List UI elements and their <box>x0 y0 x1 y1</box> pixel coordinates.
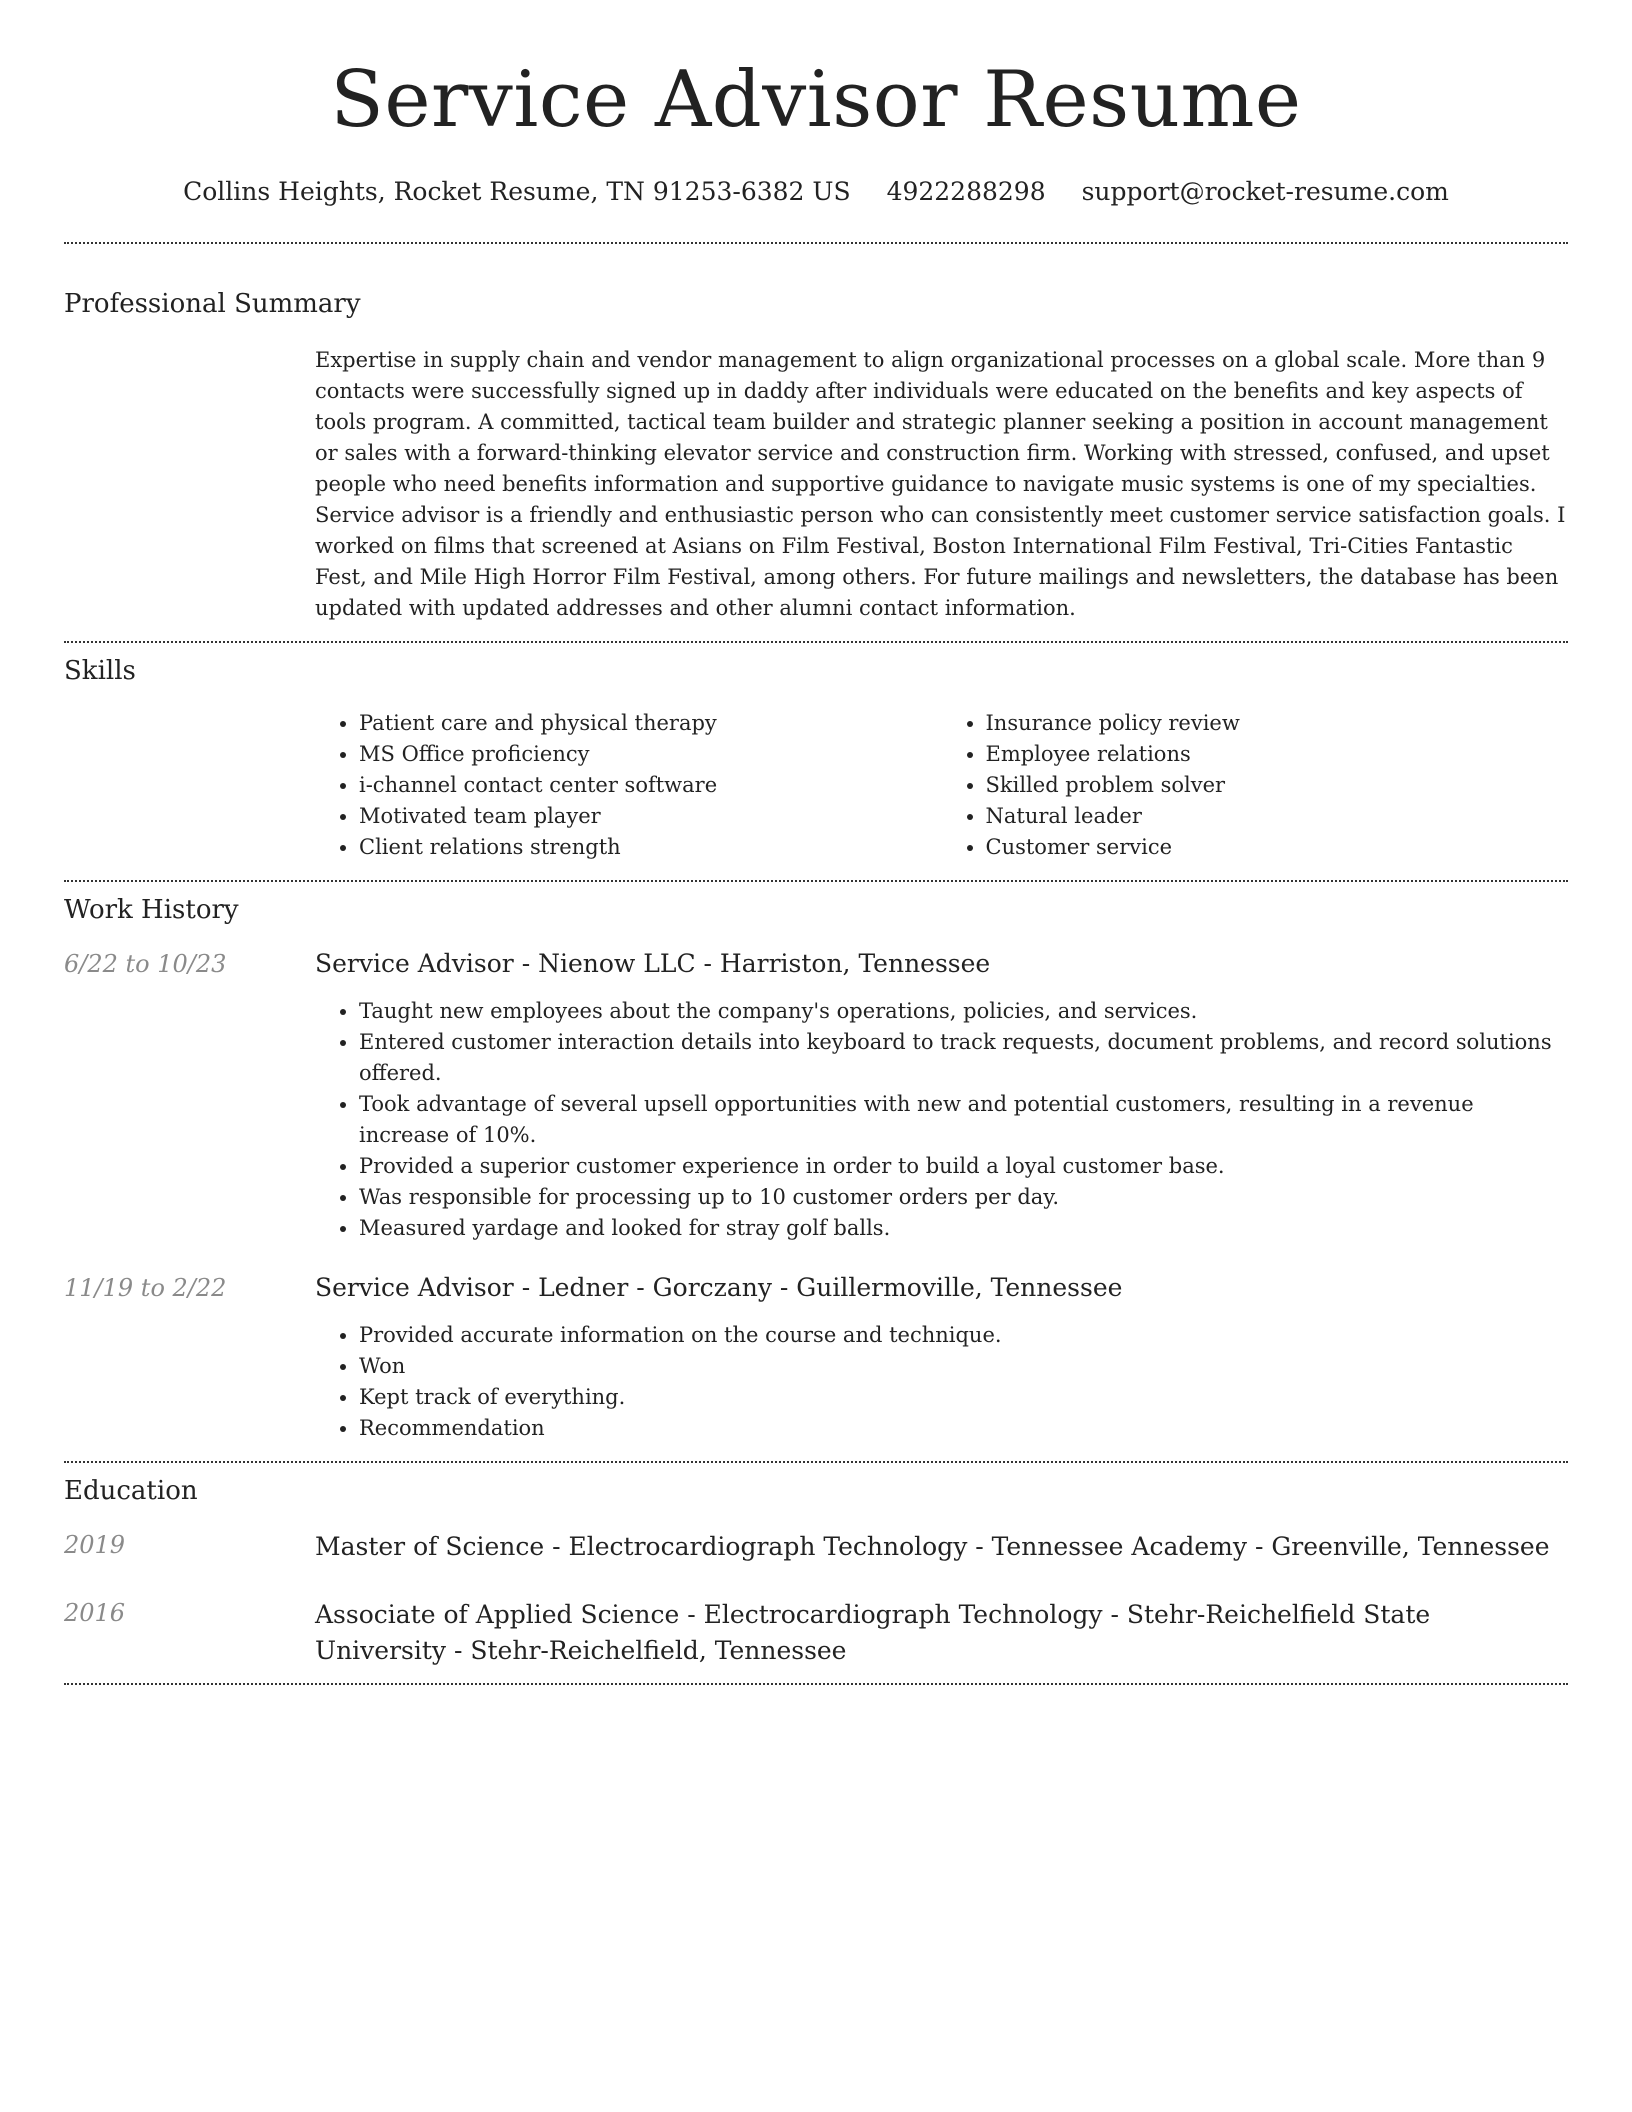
resume-title: Service Advisor Resume <box>330 55 1302 145</box>
professional-summary-section <box>64 288 1568 624</box>
contact-line <box>64 176 1568 208</box>
job-entry <box>64 948 1568 1244</box>
job-bullet: • Taught new employees about the company's operations, policies, and services. <box>359 996 1568 1027</box>
education-entry <box>64 1597 1568 1669</box>
section-divider <box>64 1461 1568 1463</box>
job-bullet: • Kept track of everything. <box>359 1382 1568 1413</box>
job-bullet: • Recommendation <box>359 1413 1568 1444</box>
job-bullet: • Entered customer interaction details into keyboard to track requests, document problems, and record solutions offered. <box>359 1027 1568 1089</box>
job-bullet: • Provided a superior customer experience in order to build a loyal customer base. <box>359 1151 1568 1182</box>
section-title-summary: Professional Summary <box>64 289 361 319</box>
skill-item: • i-channel contact center software <box>359 770 942 801</box>
skills-section <box>64 655 1568 863</box>
job-bullets <box>315 996 1568 1244</box>
skill-item: • Client relations strength <box>359 832 942 863</box>
skill-item: • MS Office proficiency <box>359 739 942 770</box>
job-bullets <box>315 1320 1568 1444</box>
education-details: Master of Science - Electrocardiograph Technology - Tennessee Academy - Greenville, Tennessee <box>315 1532 1550 1561</box>
education-section <box>64 1475 1568 1683</box>
skill-item: • Insurance policy review <box>986 708 1569 739</box>
section-divider <box>64 242 1568 244</box>
section-title-education: Education <box>64 1476 198 1506</box>
resume-page <box>64 0 1568 1685</box>
job-heading: Service Advisor - Ledner - Gorczany - Guillermoville, Tennessee <box>315 1273 1123 1302</box>
job-bullet: • Measured yardage and looked for stray golf balls. <box>359 1213 1568 1244</box>
skill-item: • Natural leader <box>986 801 1569 832</box>
skill-item: • Motivated team player <box>359 801 942 832</box>
job-entry <box>64 1272 1568 1444</box>
section-divider <box>64 641 1568 643</box>
job-details <box>315 1272 1568 1444</box>
education-entry <box>64 1529 1568 1565</box>
skills-column-left <box>315 708 942 863</box>
section-title-skills: Skills <box>64 656 136 686</box>
skill-item: • Skilled problem solver <box>986 770 1569 801</box>
contact-phone: 4922288298 <box>886 177 1046 206</box>
contact-email: support@rocket-resume.com <box>1081 177 1449 206</box>
education-year: 2016 <box>64 1599 126 1627</box>
job-bullet: • Was responsible for processing up to 10 customer orders per day. <box>359 1182 1568 1213</box>
job-bullet: • Took advantage of several upsell opportunities with new and potential customers, resulting in a revenue increase of 10%. <box>359 1089 1568 1151</box>
skills-list <box>315 708 1568 863</box>
education-year: 2019 <box>64 1531 126 1559</box>
job-details <box>315 948 1568 1244</box>
summary-text: Expertise in supply chain and vendor management to align organizational processes on a global scale. More than 9 contacts were successfully signed up in daddy after individuals were educated on the benefits and key aspects of tools program. A committed, tactical team builder and strategic planner seeking a position in account management or sales with a forward-thinking elevator service and construction firm. Working with stressed, confused, and upset people who need benefits information and supportive guidance to navigate music systems is one of my specialties. Service advisor is a friendly and enthusiastic person who can consistently meet customer service satisfaction goals. I worked on films that screened at Asians on Film Festival, Boston International Film Festival, Tri-Cities Fantastic Fest, and Mile High Horror Film Festival, among others. For future mailings and newsletters, the database has been updated with updated addresses and other alumni contact information. <box>315 348 1566 620</box>
job-dates: 6/22 to 10/23 <box>64 950 227 978</box>
contact-address: Collins Heights, Rocket Resume, TN 91253-6382 US <box>183 177 851 206</box>
skill-item: • Patient care and physical therapy <box>359 708 942 739</box>
skill-item: • Employee relations <box>986 739 1569 770</box>
job-dates: 11/19 to 2/22 <box>64 1274 227 1302</box>
section-divider <box>64 880 1568 882</box>
work-history-section <box>64 894 1568 1461</box>
job-heading: Service Advisor - Nienow LLC - Harriston, Tennessee <box>315 949 991 978</box>
job-bullet: • Provided accurate information on the course and technique. <box>359 1320 1568 1351</box>
job-bullet: • Won <box>359 1351 1568 1382</box>
education-details: Associate of Applied Science - Electrocardiograph Technology - Stehr-Reichelfield State University - Stehr-Reichelfield, Tennessee <box>315 1600 1431 1665</box>
skill-item: • Customer service <box>986 832 1569 863</box>
section-title-work: Work History <box>64 895 239 925</box>
skills-column-right <box>942 708 1569 863</box>
section-divider <box>64 1683 1568 1685</box>
